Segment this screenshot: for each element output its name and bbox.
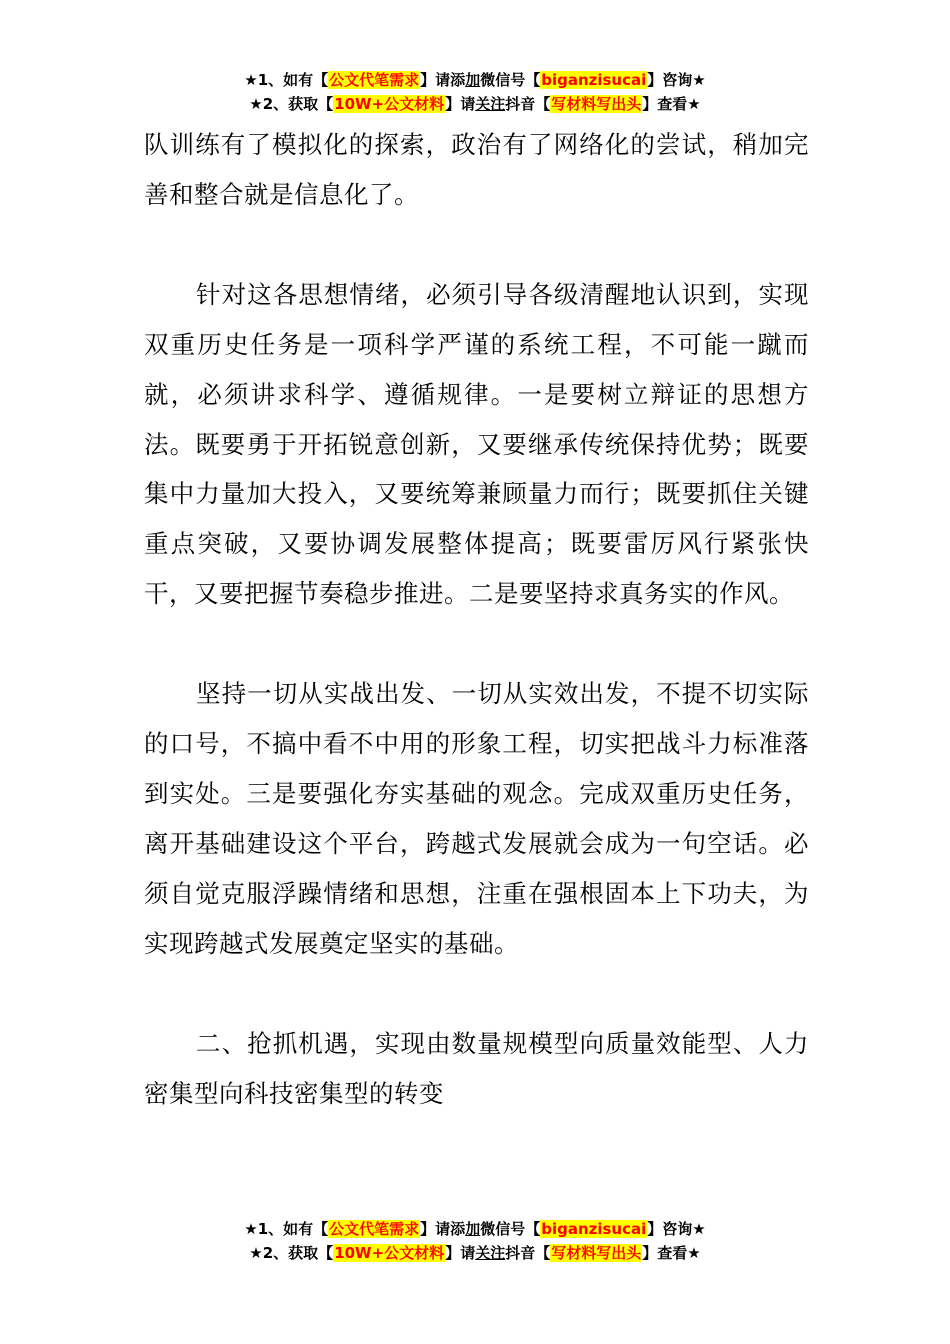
banner-text: 】咨询★ — [647, 71, 706, 89]
footer-banner-line-2 — [0, 1241, 950, 1265]
banner-underline: 关注 — [475, 95, 506, 113]
banner-underline: 关注 — [475, 1244, 506, 1262]
banner-highlight: 写材料写出头 — [551, 1244, 642, 1262]
banner-text: 】请添 — [420, 1220, 466, 1238]
banner-text: 】查看★ — [642, 1244, 701, 1262]
banner-highlight: 写材料写出头 — [551, 95, 642, 113]
banner-text: 】请 — [445, 1244, 476, 1262]
banner-text: 】查看★ — [642, 95, 701, 113]
banner-text: 微信号【 — [480, 71, 541, 89]
banner-highlight: 10W+公文材料 — [334, 95, 445, 113]
banner-highlight: 公文代笔需求 — [329, 1220, 420, 1238]
banner-text: 抖音【 — [505, 1244, 551, 1262]
banner-text: 】请 — [445, 95, 476, 113]
banner-highlight: 公文代笔需求 — [329, 71, 420, 89]
paragraph-spacer — [144, 969, 809, 1019]
paragraph-3: 坚持一切从实战出发、一切从实效出发，不提不切实际的口号，不搞中看不中用的形象工程，切实把战斗力标准落到实处。三是要强化夯实基础的观念。完成双重历史任务，离开基础建设这个平台，跨越式发展就会成为一句空话。必须自觉克服浮躁情绪和思想，注重在强根固本上下功夫，为实现跨越式发展奠定坚实的基础。 — [144, 679, 809, 958]
banner-highlight: 10W+公文材料 — [334, 1244, 445, 1262]
section-heading: 二、抢抓机遇，实现由数量规模型向质量效能型、人力密集型向科技密集型的转变 — [144, 1028, 809, 1108]
header-banner — [0, 68, 950, 116]
banner-text: 抖音【 — [505, 95, 551, 113]
banner-text: ★1、如有【 — [244, 71, 329, 89]
document-body — [144, 120, 809, 1118]
header-banner-line-1 — [0, 68, 950, 92]
banner-underline: 加 — [465, 71, 481, 89]
paragraph-spacer — [144, 619, 809, 669]
banner-text: 】咨询★ — [647, 1220, 706, 1238]
footer-banner — [0, 1217, 950, 1265]
banner-highlight: biganzisucai — [541, 1220, 647, 1238]
paragraph-2: 针对这各思想情绪，必须引导各级清醒地认识到，实现双重历史任务是一项科学严谨的系统工程，不可能一蹴而就，必须讲求科学、遵循规律。一是要树立辩证的思想方法。既要勇于开拓锐意创新，又要继承传统保持优势；既要集中力量加大投入，又要统筹兼顾量力而行；既要抓住关键重点突破，又要协调发展整体提高；既要雷厉风行紧张快干，又要把握节奏稳步推进。二是要坚持求真务实的作风。 — [144, 279, 809, 609]
banner-underline: 加 — [465, 1220, 481, 1238]
footer-banner-line-1 — [0, 1217, 950, 1241]
banner-text: ★2、获取【 — [249, 95, 334, 113]
banner-text: ★1、如有【 — [244, 1220, 329, 1238]
banner-text: 】请添 — [420, 71, 466, 89]
banner-text: ★2、获取【 — [249, 1244, 334, 1262]
paragraph-spacer — [144, 220, 809, 270]
banner-highlight: biganzisucai — [541, 71, 647, 89]
header-banner-line-2 — [0, 92, 950, 116]
paragraph-1: 队训练有了模拟化的探索，政治有了网络化的尝试，稍加完善和整合就是信息化了。 — [144, 130, 809, 209]
banner-text: 微信号【 — [480, 1220, 541, 1238]
